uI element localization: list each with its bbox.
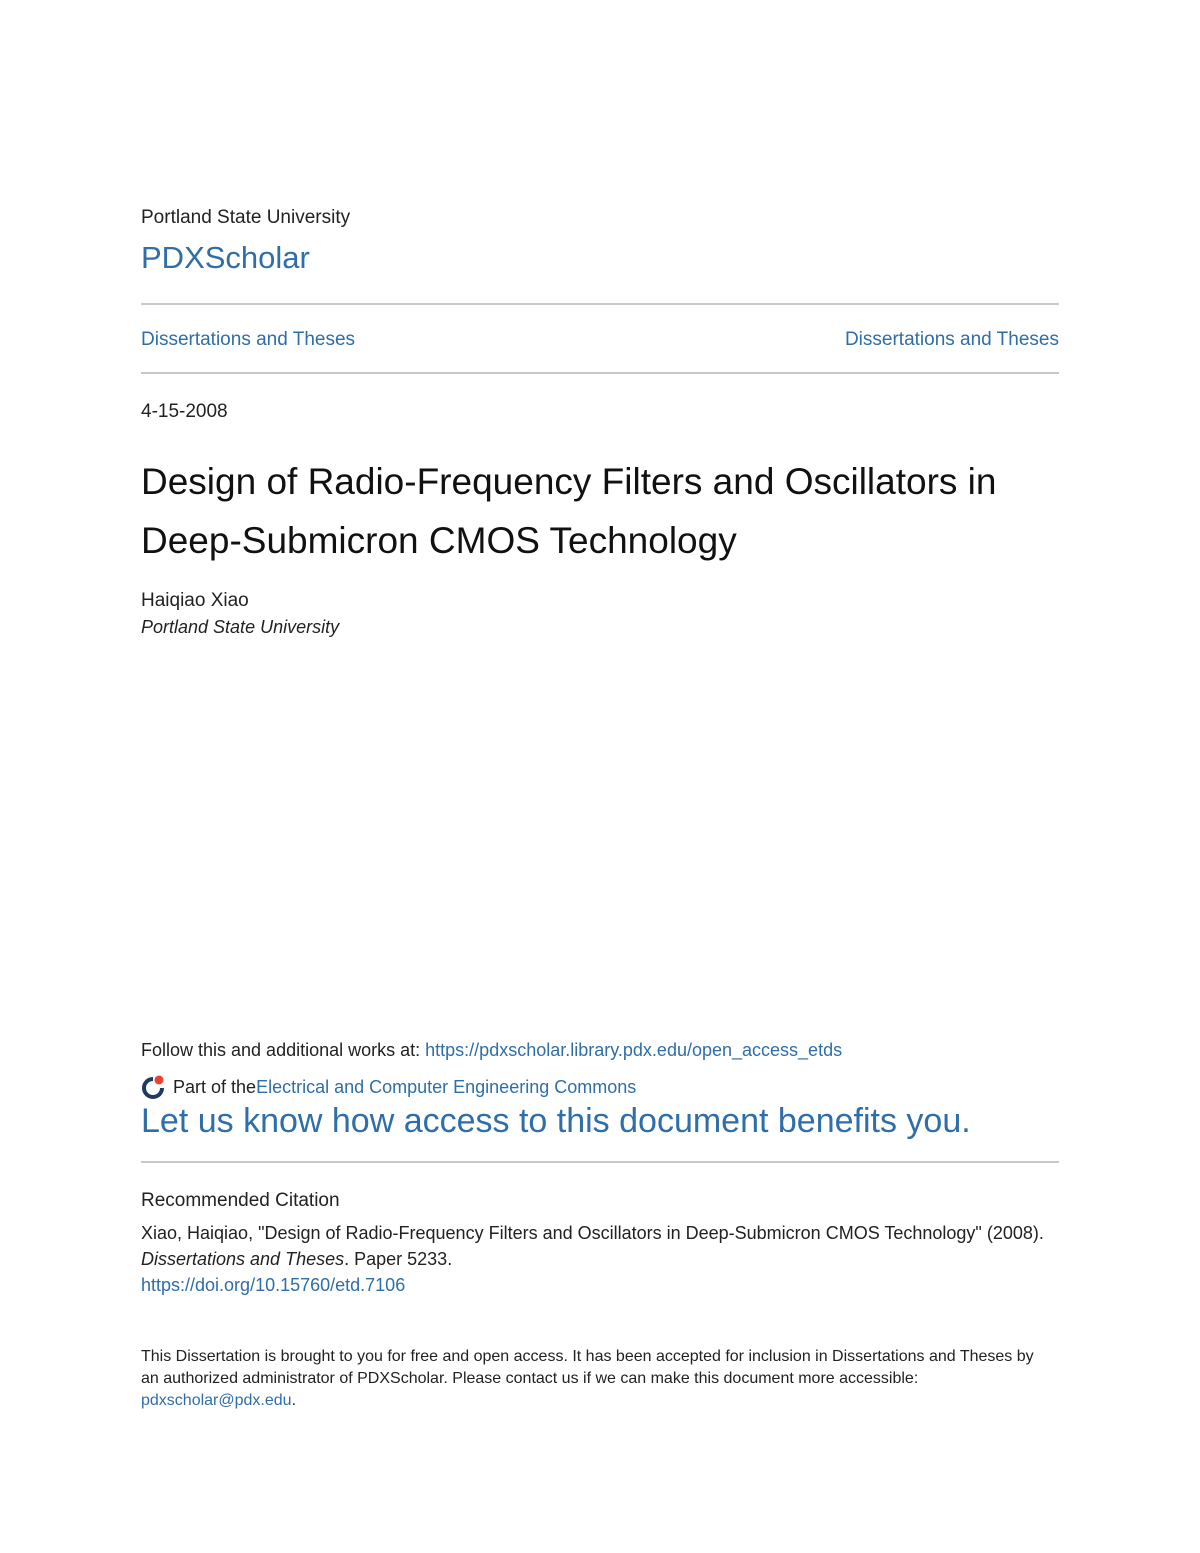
document-title: Design of Radio-Frequency Filters and Oscillators in Deep-Submicron CMOS Technology [141, 461, 997, 561]
follow-url-link[interactable]: https://pdxscholar.library.pdx.edu/open_access_etds [425, 1040, 843, 1060]
doi-link[interactable]: https://doi.org/10.15760/etd.7106 [141, 1275, 406, 1295]
citation-series: Dissertations and Theses [141, 1249, 345, 1269]
citation-text [141, 1220, 1059, 1298]
network-commons-icon [141, 1074, 167, 1100]
series-link-left[interactable]: Dissertations and Theses [141, 329, 356, 350]
divider-top [141, 303, 1059, 305]
author-affiliation: Portland State University [141, 617, 340, 637]
publication-date: 4-15-2008 [141, 401, 228, 422]
citation-part2: . Paper 5233. [344, 1249, 453, 1269]
citation-part1: Xiao, Haiqiao, "Design of Radio-Frequency Filters and Oscillators in Deep-Submicron CMOS Technology" (2008). [141, 1223, 1044, 1243]
repository-link[interactable]: PDXScholar [141, 240, 310, 275]
commons-link[interactable]: Electrical and Computer Engineering Commons [256, 1076, 637, 1097]
recommended-citation-heading: Recommended Citation [141, 1190, 340, 1211]
institution-name: Portland State University [141, 207, 351, 228]
follow-line [141, 1040, 842, 1061]
divider-middle [141, 372, 1059, 374]
access-statement [141, 1346, 1041, 1412]
follow-label: Follow this and additional works at: [141, 1040, 426, 1060]
part-of-label: Part of the [173, 1076, 257, 1097]
divider-bottom [141, 1161, 1059, 1163]
access-statement-text: This Dissertation is brought to you for free and open access. It has been accepted for inclusion in Dissertations and Theses by an authorized administrator of PDXScholar. Please contact us if we can make this document more accessible: [141, 1348, 1034, 1387]
part-of-line [141, 1074, 636, 1100]
benefits-feedback-link[interactable]: Let us know how access to this document benefits you. [141, 1102, 971, 1140]
access-statement-end: . [291, 1392, 297, 1409]
author-name: Haiqiao Xiao [141, 590, 249, 611]
series-link-right[interactable]: Dissertations and Theses [844, 329, 1059, 350]
contact-email-link[interactable]: pdxscholar@pdx.edu [141, 1392, 292, 1409]
